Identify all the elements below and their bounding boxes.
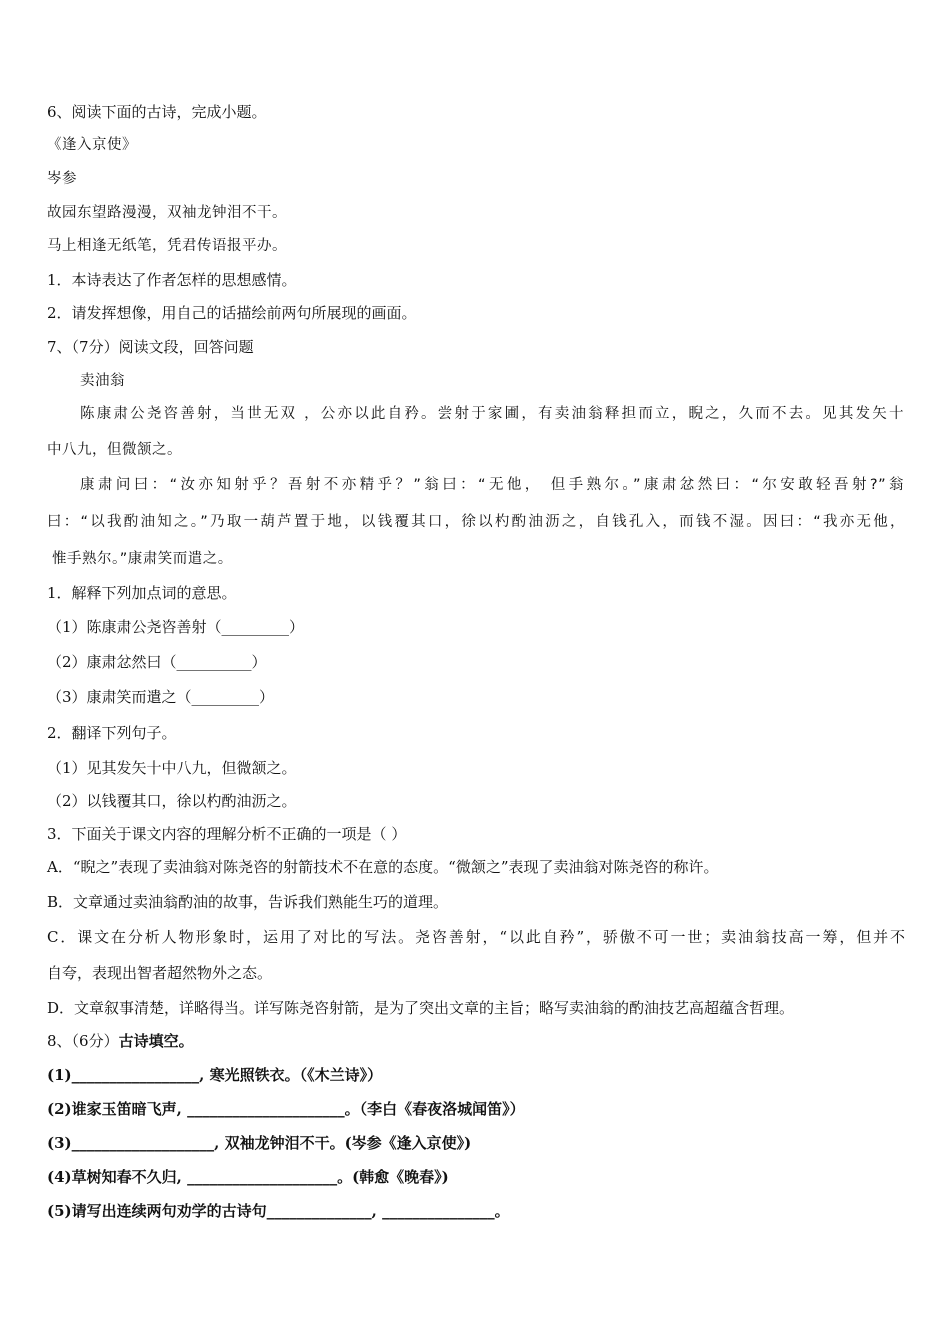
q7-sub-3: 3．下面关于课文内容的理解分析不正确的一项是（ ） [47, 825, 407, 843]
q7-intro: 7、（7分）阅读文段，回答问题 [47, 338, 254, 356]
passage-p2-line-1: 康肃问曰：“汝亦知射乎？吾射不亦精乎？”翁曰：“无他， 但手熟尔。”康肃忿然曰：“尔安敢轻吾射?”翁 [80, 477, 904, 493]
q7-sub-2-item-2: （2）以钱覆其口，徐以杓酌油沥之。 [47, 792, 297, 810]
q8-item-5: (5)请写出连续两句劝学的古诗句______________, _______________。 [47, 1202, 510, 1220]
passage-p2-line-2: 曰：“以我酌油知之。”乃取一葫芦置于地，以钱覆其口，徐以杓酌油沥之，自钱孔入，而钱不湿。因曰：“我亦无他， [47, 514, 906, 530]
poem-author: 岑参 [47, 171, 77, 187]
passage-p1-line-2: 中八九，但微颔之。 [47, 442, 182, 458]
option-b: B．文章通过卖油翁酌油的故事，告诉我们熟能生巧的道理。 [47, 893, 449, 911]
passage-p2-line-3: 惟手熟尔。”康肃笑而遣之。 [52, 551, 233, 567]
q7-sub-1-item-3: （3）康肃笑而遣之（_________） [47, 688, 275, 706]
q8-label: 8、（6分） [47, 1032, 119, 1050]
q8-item-4: (4)草树知春不久归, ____________________。(韩愈《晚春》) [47, 1168, 449, 1186]
passage-title: 卖油翁 [80, 373, 125, 389]
q7-sub-2-item-1: （1）见其发矢十中八九，但微颔之。 [47, 759, 297, 777]
option-c-line-2: 自夸，表现出智者超然物外之态。 [47, 964, 273, 982]
q6-intro: 6、阅读下面的古诗，完成小题。 [47, 103, 267, 121]
q8-intro: 古诗填空。 [118, 1032, 194, 1050]
poem-title: 《逢入京使》 [47, 137, 137, 153]
q8-item-2: (2)谁家玉笛暗飞声, _____________________。（李白《春夜洛城闻笛》） [47, 1100, 525, 1118]
q7-sub-1-item-2: （2）康肃忿然曰（__________） [47, 653, 267, 671]
option-a: A．“睨之”表现了卖油翁对陈尧咨的射箭技术不在意的态度。“微颔之”表现了卖油翁对陈尧咨的称许。 [47, 858, 719, 876]
q8-heading [47, 1031, 194, 1051]
poem-line-2: 马上相逢无纸笔，凭君传语报平办。 [47, 238, 287, 254]
q6-sub-2: 2．请发挥想像，用自己的话描绘前两句所展现的画面。 [47, 304, 417, 322]
q7-sub-1: 1．解释下列加点词的意思。 [47, 584, 237, 602]
option-d: D．文章叙事清楚，详略得当。详写陈尧咨射箭，是为了突出文章的主旨；略写卖油翁的酌油技艺高超蕴含哲理。 [47, 999, 795, 1017]
q7-sub-1-item-1: （1）陈康肃公尧咨善射（_________） [47, 618, 305, 636]
q7-sub-2: 2．翻译下列句子。 [47, 724, 177, 742]
passage-p1-line-1: 陈康肃公尧咨善射，当世无双 ，公亦以此自矜。尝射于家圃，有卖油翁释担而立，睨之，久而不去。见其发矢十 [80, 406, 904, 422]
poem-line-1: 故园东望路漫漫，双袖龙钟泪不干。 [47, 205, 287, 221]
q8-item-1: (1)_________________, 寒光照铁衣。（《木兰诗》） [47, 1066, 383, 1084]
q6-sub-1: 1．本诗表达了作者怎样的思想感情。 [47, 271, 297, 289]
q8-item-3: (3)___________________, 双袖龙钟泪不干。(岑参《逢入京使》) [47, 1134, 472, 1152]
option-c-line-1: C．课文在分析人物形象时，运用了对比的写法。尧咨善射，“以此自矜”，骄傲不可一世；卖油翁技高一筹，但并不 [47, 928, 905, 946]
